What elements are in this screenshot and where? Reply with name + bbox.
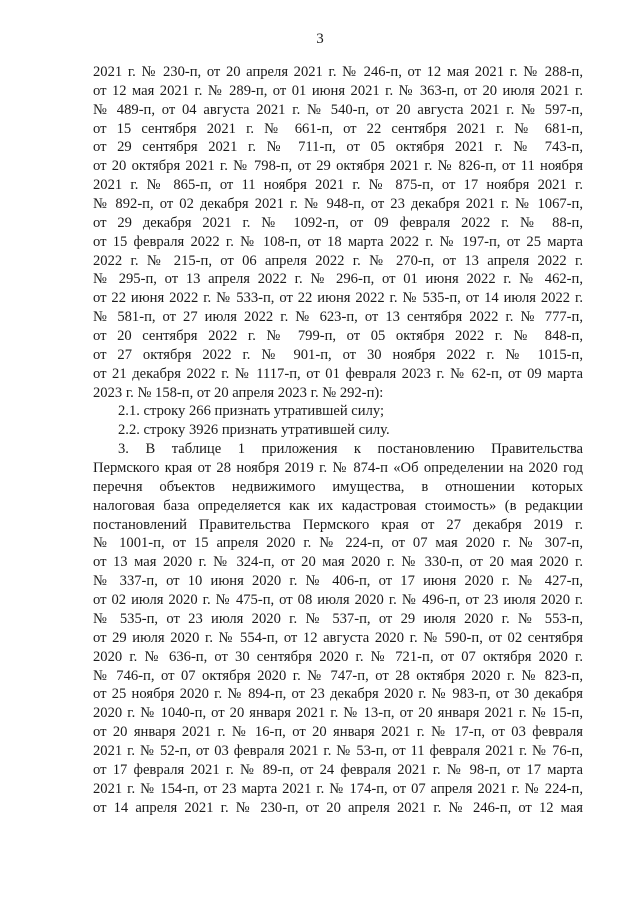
text-line: от 29 декабря 2021 г. № 1092-п, от 09 февраля 2022 г. № 88-п,: [93, 214, 583, 231]
text-line: от 22 июня 2022 г. № 533-п, от 22 июня 2022 г. № 535-п, от 14 июля 2022 г.: [93, 290, 583, 307]
text-line: постановлений Правительства Пермского края от 27 декабря 2019 г.: [93, 516, 583, 533]
text-line: 2021 г. № 865-п, от 11 ноября 2021 г. № 875-п, от 17 ноября 2021 г.: [93, 177, 583, 194]
text-line: от 27 октября 2022 г. № 901-п, от 30 ноября 2022 г. № 1015-п,: [93, 346, 583, 363]
text-line: № 489-п, от 04 августа 2021 г. № 540-п, от 20 августа 2021 г. № 597-п,: [93, 101, 583, 118]
text-line: 2023 г. № 158-п, от 20 апреля 2023 г. № 292-п):: [93, 384, 384, 401]
text-line: налоговая база определяется как их кадастровая стоимость» (в редакции: [93, 497, 583, 514]
text-line: от 17 февраля 2021 г. № 89-п, от 24 февраля 2021 г. № 98-п, от 17 марта: [93, 761, 583, 778]
text-line: 2.1. строку 266 признать утратившей силу;: [118, 403, 385, 420]
text-line: от 20 сентября 2022 г. № 799-п, от 05 октября 2022 г. № 848-п,: [93, 328, 583, 345]
text-line: от 15 сентября 2021 г. № 661-п, от 22 сентября 2021 г. № 681-п,: [93, 120, 583, 137]
text-line: 2020 г. № 636-п, от 30 сентября 2020 г. № 721-п, от 07 октября 2020 г.: [93, 648, 583, 665]
text-line: от 14 апреля 2021 г. № 230-п, от 20 апреля 2021 г. № 246-п, от 12 мая: [93, 799, 583, 816]
text-line: от 21 декабря 2022 г. № 1117-п, от 01 февраля 2023 г. № 62-п, от 09 марта: [93, 365, 583, 382]
document-body: [93, 63, 583, 817]
text-line: от 02 июля 2020 г. № 475-п, от 08 июля 2020 г. № 496-п, от 23 июля 2020 г.: [93, 592, 583, 609]
text-line: 2021 г. № 230-п, от 20 апреля 2021 г. № 246-п, от 12 мая 2021 г. № 288-п,: [93, 64, 583, 80]
text-line: Пермского края от 28 ноября 2019 г. № 874-п «Об определении на 2020 год: [93, 460, 583, 477]
page-number: 3: [316, 31, 324, 47]
text-line: 2020 г. № 1040-п, от 20 января 2021 г. № 13-п, от 20 января 2021 г. № 15-п,: [93, 705, 583, 722]
text-line: 2.2. строку 3926 признать утратившей силу.: [118, 422, 390, 439]
text-line: от 15 февраля 2022 г. № 108-п, от 18 марта 2022 г. № 197-п, от 25 марта: [93, 233, 583, 250]
text-line: 2021 г. № 154-п, от 23 марта 2021 г. № 174-п, от 07 апреля 2021 г. № 224-п,: [93, 780, 583, 797]
text-line: от 29 июля 2020 г. № 554-п, от 12 августа 2020 г. № 590-п, от 02 сентября: [93, 629, 583, 646]
text-line: № 295-п, от 13 апреля 2022 г. № 296-п, от 01 июня 2022 г. № 462-п,: [93, 271, 583, 288]
text-line: 3. В таблице 1 приложения к постановлению Правительства: [118, 441, 583, 458]
text-line: № 892-п, от 02 декабря 2021 г. № 948-п, от 23 декабря 2021 г. № 1067-п,: [93, 196, 583, 213]
text-line: перечня объектов недвижимого имущества, в отношении которых: [93, 478, 583, 495]
text-line: 2021 г. № 52-п, от 03 февраля 2021 г. № 53-п, от 11 февраля 2021 г. № 76-п,: [93, 742, 583, 759]
text-line: № 746-п, от 07 октября 2020 г. № 747-п, от 28 октября 2020 г. № 823-п,: [93, 667, 583, 684]
text-line: от 13 мая 2020 г. № 324-п, от 20 мая 2020 г. № 330-п, от 20 мая 2020 г.: [93, 554, 583, 571]
text-line: от 20 января 2021 г. № 16-п, от 20 января 2021 г. № 17-п, от 03 февраля: [93, 724, 583, 741]
text-line: от 29 сентября 2021 г. № 711-п, от 05 октября 2021 г. № 743-п,: [93, 139, 583, 156]
text-line: от 20 октября 2021 г. № 798-п, от 29 октября 2021 г. № 826-п, от 11 ноября: [93, 158, 583, 175]
text-line: № 535-п, от 23 июля 2020 г. № 537-п, от 29 июля 2020 г. № 553-п,: [93, 610, 583, 627]
text-line: № 1001-п, от 15 апреля 2020 г. № 224-п, от 07 мая 2020 г. № 307-п,: [93, 535, 583, 552]
text-line: № 337-п, от 10 июня 2020 г. № 406-п, от 17 июня 2020 г. № 427-п,: [93, 573, 583, 590]
text-line: № 581-п, от 27 июля 2022 г. № 623-п, от 13 сентября 2022 г. № 777-п,: [93, 309, 583, 326]
text-line: от 25 ноября 2020 г. № 894-п, от 23 декабря 2020 г. № 983-п, от 30 декабря: [93, 686, 583, 703]
text-line: от 12 мая 2021 г. № 289-п, от 01 июня 2021 г. № 363-п, от 20 июля 2021 г.: [93, 82, 583, 99]
text-line: 2022 г. № 215-п, от 06 апреля 2022 г. № 270-п, от 13 апреля 2022 г.: [93, 252, 583, 269]
